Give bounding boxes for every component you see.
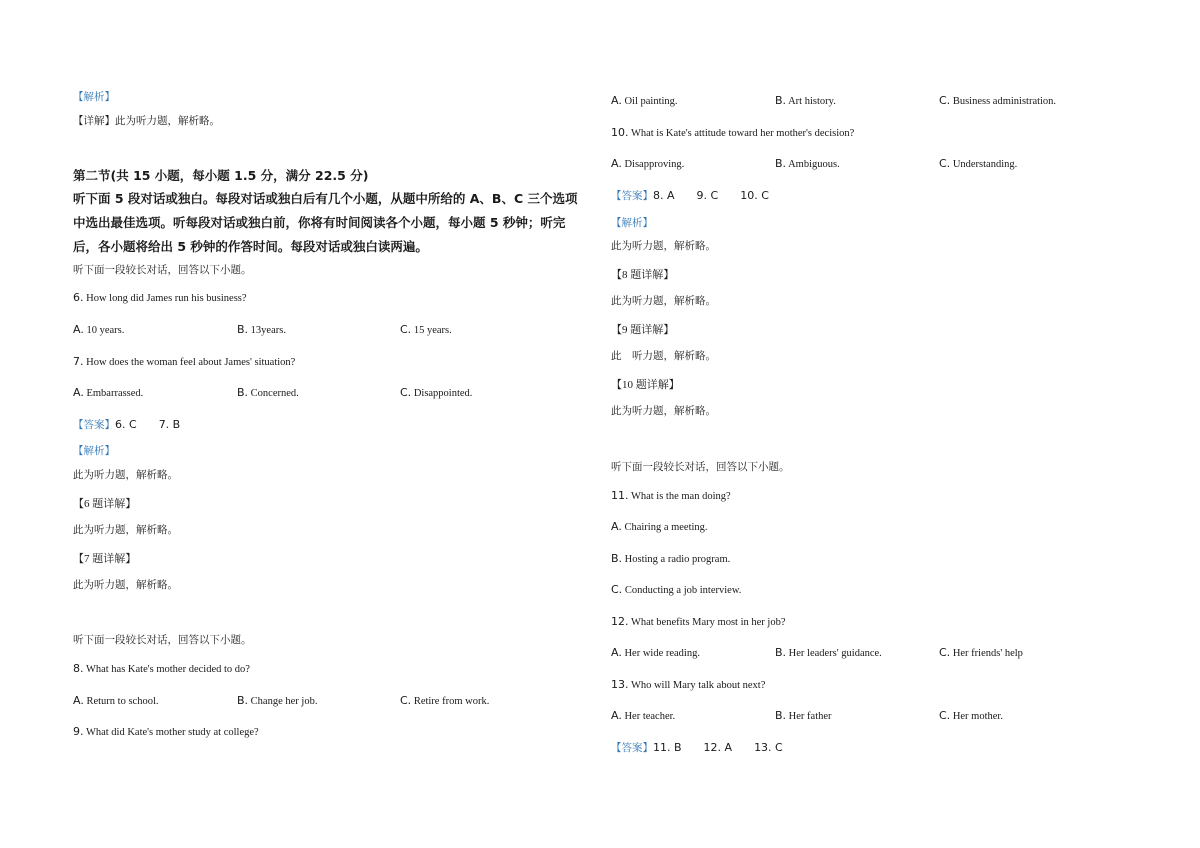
question-number: 12. (611, 615, 629, 628)
answer-label: 【答案】 (611, 191, 653, 202)
detail-9-head: 【9 题详解】 (611, 324, 675, 336)
answer-9: 9. C (696, 189, 719, 202)
question-text: How does the woman feel about James' situation? (86, 357, 296, 368)
right-column (611, 0, 1131, 848)
question-text: What is Kate's attitude toward her mother's decision? (630, 128, 855, 139)
question-8 (73, 662, 250, 677)
detail-note: 【详解】此为听力题，解析略。 (73, 116, 220, 127)
answer-7: 7. B (158, 418, 181, 431)
question-7 (73, 355, 295, 370)
answer-row (611, 189, 791, 204)
detail-8-text: 此为听力题，解析略。 (611, 296, 716, 307)
question-text: How long did James run his business? (86, 293, 247, 304)
question-text: What is the man doing? (630, 491, 731, 502)
answer-13: 13. C (754, 741, 783, 754)
analysis-text: 此为听力题，解析略。 (611, 241, 716, 252)
question-number: 11. (611, 489, 629, 502)
question-text: What has Kate's mother decided to do? (85, 664, 250, 675)
section-instructions: 听下面 5 段对话或独白。每段对话或独白后有几个小题，从题中所给的 A、B、C 三个选项中选出最佳选项。听每段对话或独白前，你将有时间阅读各个小题，每小题 5 秒钟；听完后，各小题将给出 5 秒钟的作答时间。每段对话或独白读两遍。 (73, 191, 578, 254)
option-a: A. Her wide reading. (611, 646, 700, 659)
section-title: 第二节(共 15 小题，每小题 1.5 分，满分 22.5 分) (73, 168, 369, 183)
question-text: What benefits Mary most in her job? (630, 617, 786, 628)
question-text: Who will Mary talk about next? (630, 680, 766, 691)
option-b: B. Concerned. (237, 386, 299, 399)
option-c: C. Her mother. (939, 709, 1003, 722)
detail-10-head: 【10 题详解】 (611, 379, 680, 391)
answer-6: 6. C (115, 418, 137, 431)
answer-10: 10. C (740, 189, 769, 202)
question-10 (611, 126, 854, 141)
detail-8-head: 【8 题详解】 (611, 269, 675, 281)
option-a: A. Oil painting. (611, 94, 678, 107)
left-column (73, 0, 593, 848)
analysis-label: 【解析】 (73, 446, 115, 457)
question-text: What did Kate's mother study at college? (85, 727, 259, 738)
option-b: B. Her father (775, 709, 832, 722)
option-c: C. Understanding. (939, 157, 1018, 170)
option-b: B. Change her job. (237, 694, 318, 707)
detail-6-head: 【6 题详解】 (73, 498, 137, 510)
option-b: B. Ambiguous. (775, 157, 840, 170)
answer-label: 【答案】 (73, 420, 115, 431)
question-13 (611, 678, 765, 693)
option-a: A. 10 years. (73, 323, 125, 336)
option-a: A. Return to school. (73, 694, 159, 707)
option-c: C. 15 years. (400, 323, 452, 336)
listen-instruction: 听下面一段较长对话，回答以下小题。 (73, 635, 252, 646)
option-b: B. Hosting a radio program. (611, 552, 731, 565)
option-b: B. Her leaders' guidance. (775, 646, 882, 659)
detail-10-text: 此为听力题，解析略。 (611, 406, 716, 417)
question-12 (611, 615, 785, 630)
option-c: C. Disappointed. (400, 386, 473, 399)
question-number: 9. (73, 725, 84, 738)
question-number: 7. (73, 355, 84, 368)
question-number: 10. (611, 126, 629, 139)
answer-row (611, 741, 805, 756)
option-a: A. Chairing a meeting. (611, 520, 708, 533)
listen-instruction: 听下面一段较长对话，回答以下小题。 (73, 265, 252, 276)
question-number: 13. (611, 678, 629, 691)
answer-label: 【答案】 (611, 743, 653, 754)
option-b: B. 13years. (237, 323, 286, 336)
answer-8: 8. A (653, 189, 675, 202)
option-c: C. Conducting a job interview. (611, 583, 742, 596)
analysis-label: 【解析】 (611, 218, 653, 229)
question-number: 6. (73, 291, 84, 304)
analysis-label: 【解析】 (73, 92, 115, 103)
option-c: C. Retire from work. (400, 694, 490, 707)
answer-11: 11. B (653, 741, 682, 754)
listen-instruction: 听下面一段较长对话，回答以下小题。 (611, 462, 790, 473)
answer-12: 12. A (703, 741, 733, 754)
option-a: A. Embarrassed. (73, 386, 144, 399)
analysis-text: 此为听力题，解析略。 (73, 470, 178, 481)
question-number: 8. (73, 662, 84, 675)
detail-6-text: 此为听力题，解析略。 (73, 525, 178, 536)
question-11 (611, 489, 731, 504)
detail-7-text: 此为听力题，解析略。 (73, 580, 178, 591)
answer-row (73, 418, 202, 433)
question-6 (73, 291, 247, 306)
question-9 (73, 725, 259, 740)
option-a: A. Her teacher. (611, 709, 676, 722)
option-b: B. Art history. (775, 94, 836, 107)
detail-9-text: 此 听力题，解析略。 (611, 351, 716, 362)
detail-7-head: 【7 题详解】 (73, 553, 137, 565)
option-c: C. Business administration. (939, 94, 1057, 107)
option-c: C. Her friends' help (939, 646, 1023, 659)
option-a: A. Disapproving. (611, 157, 685, 170)
